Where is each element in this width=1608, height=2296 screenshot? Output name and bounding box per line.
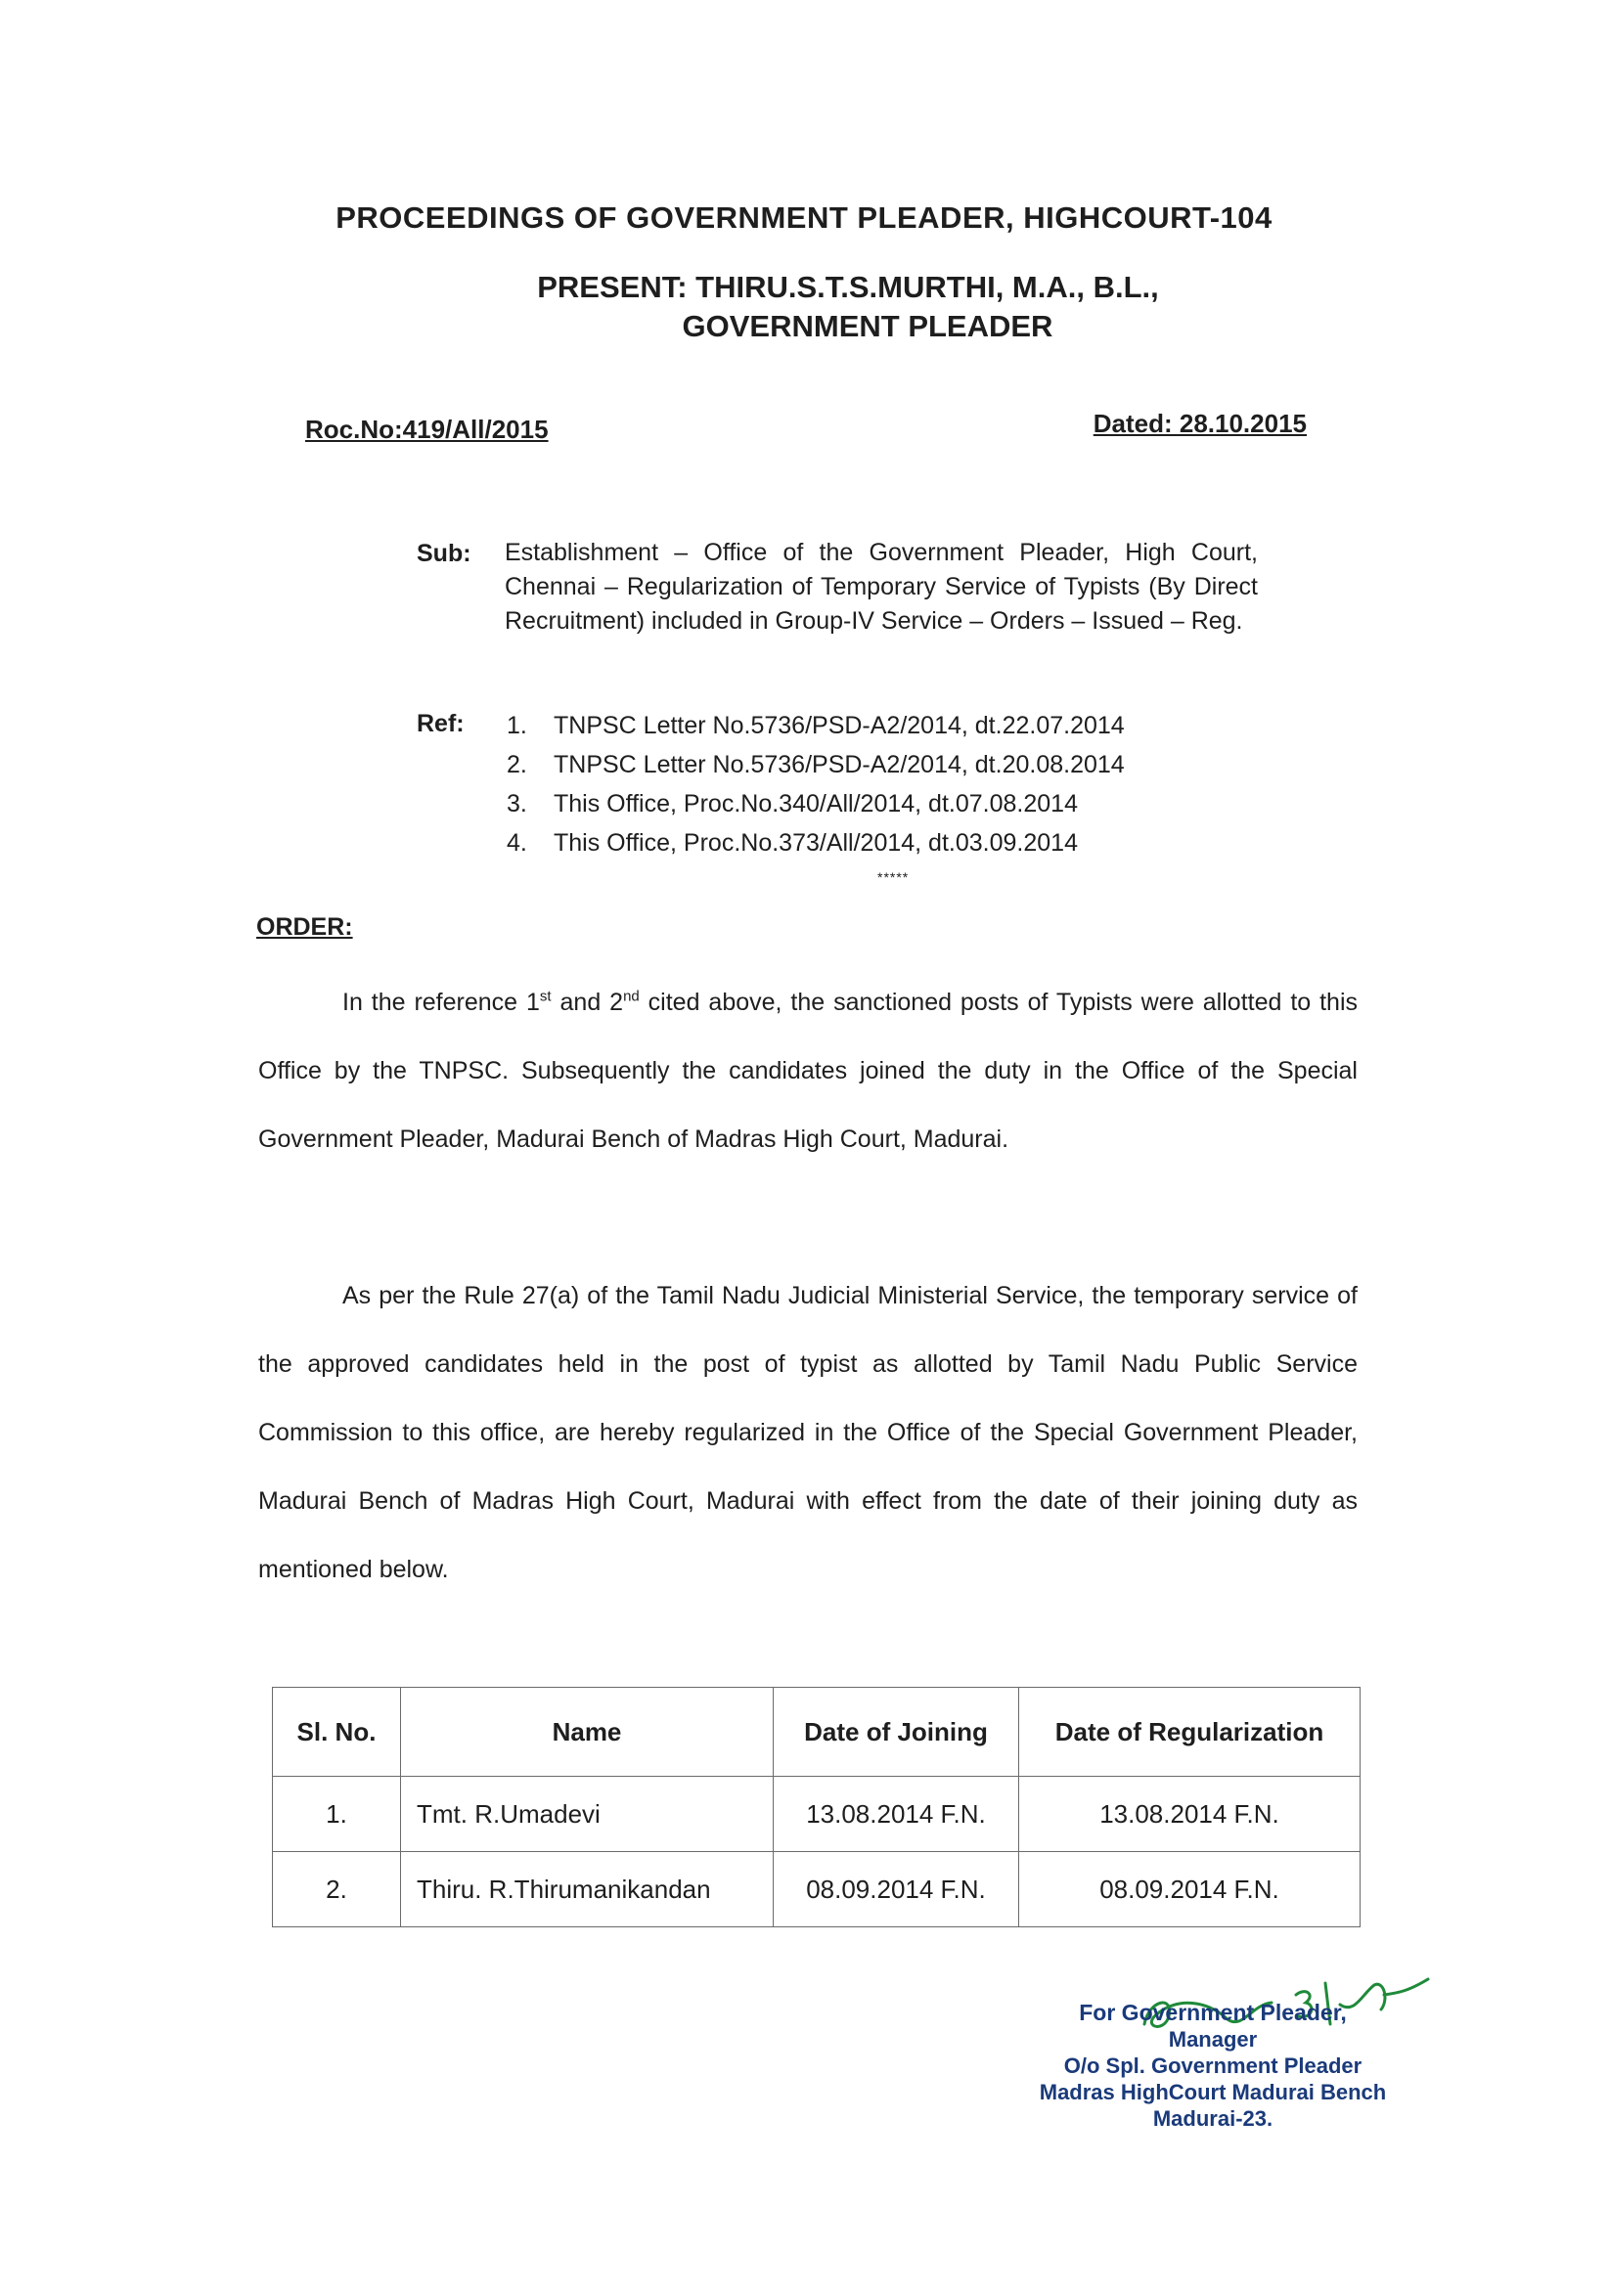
ordinal-suffix: nd [623, 988, 640, 1005]
reference-number: 4. [507, 829, 527, 857]
reference-text: TNPSC Letter No.5736/PSD-A2/2014, dt.22.07.2014 [554, 712, 1125, 739]
table-row [273, 1852, 1361, 1927]
signature-line-office: O/o Spl. Government Pleader [1063, 2053, 1362, 2078]
cell-regularization: 13.08.2014 F.N. [1019, 1777, 1361, 1852]
cell-name: Tmt. R.Umadevi [401, 1777, 774, 1852]
signature-line-manager: Manager [1168, 2027, 1258, 2052]
cell-regularization: 08.09.2014 F.N. [1019, 1852, 1361, 1927]
date-line: Dated: 28.10.2015 [1093, 409, 1307, 438]
reference-item [507, 784, 1125, 823]
order-paragraph-2 [258, 1261, 1358, 1604]
designation-line: GOVERNMENT PLEADER [682, 309, 1053, 343]
subject-label: Sub: [417, 540, 471, 567]
reference-list [507, 706, 1125, 862]
reference-item [507, 823, 1125, 862]
reference-label: Ref: [417, 710, 465, 737]
signature-line-court: Madras HighCourt Madurai Bench [1039, 2080, 1387, 2104]
para1-text-a: In the reference 1 [342, 989, 540, 1016]
order-heading: ORDER: [256, 913, 353, 941]
cell-joining: 13.08.2014 F.N. [774, 1777, 1019, 1852]
reference-text: This Office, Proc.No.340/All/2014, dt.07.08.2014 [554, 790, 1078, 817]
reference-item [507, 745, 1125, 784]
table-row [273, 1777, 1361, 1852]
regularization-table [272, 1687, 1361, 1927]
section-separator: ***** [877, 869, 910, 885]
roc-number: Roc.No:419/All/2015 [305, 415, 549, 444]
order-paragraph-1 [258, 968, 1358, 1173]
header-date-of-joining: Date of Joining [774, 1688, 1019, 1777]
reference-number: 3. [507, 790, 527, 817]
para1-text-b: and 2 [551, 989, 624, 1016]
header-sl-no: Sl. No. [273, 1688, 401, 1777]
para1-text-c: cited above, the sanctioned posts of Typists were allotted to this Office by the TNPSC. Subsequently the candidates joined the duty in the Office of the Special Government Pleader, Madurai Bench of Madras High Court, Madurai. [258, 989, 1358, 1153]
reference-number: 1. [507, 712, 527, 739]
para2-text: As per the Rule 27(a) of the Tamil Nadu Judicial Ministerial Service, the temporary service of the approved candidates held in the post of typist as allotted by Tamil Nadu Public Service Commission to this office, are hereby regularized in the Office of the Special Government Pleader, Madurai Bench of Madras High Court, Madurai with effect from the date of their joining duty as mentioned below. [258, 1282, 1358, 1583]
signature-block [988, 2000, 1438, 2132]
table-header-row [273, 1688, 1361, 1777]
cell-sl-no: 2. [273, 1852, 401, 1927]
document-title: PROCEEDINGS OF GOVERNMENT PLEADER, HIGHCOURT-104 [335, 200, 1273, 235]
cell-name: Thiru. R.Thirumanikandan [401, 1852, 774, 1927]
signature-line-for: For Government Pleader, [1079, 2000, 1347, 2025]
reference-text: TNPSC Letter No.5736/PSD-A2/2014, dt.20.08.2014 [554, 751, 1125, 778]
reference-number: 2. [507, 751, 527, 778]
present-line: PRESENT: THIRU.S.T.S.MURTHI, M.A., B.L., [537, 270, 1159, 304]
cell-sl-no: 1. [273, 1777, 401, 1852]
header-name: Name [401, 1688, 774, 1777]
reference-item [507, 706, 1125, 745]
signature-line-city: Madurai-23. [1152, 2106, 1273, 2131]
cell-joining: 08.09.2014 F.N. [774, 1852, 1019, 1927]
reference-text: This Office, Proc.No.373/All/2014, dt.03.09.2014 [554, 829, 1078, 857]
subject-text: Establishment – Office of the Government Pleader, High Court, Chennai – Regularization of Temporary Service of Typists (By Direct Recruitment) included in Group-IV Service – Orders – Issued – Reg. [505, 539, 1258, 635]
ordinal-suffix: st [539, 988, 552, 1005]
header-date-of-regularization: Date of Regularization [1019, 1688, 1361, 1777]
